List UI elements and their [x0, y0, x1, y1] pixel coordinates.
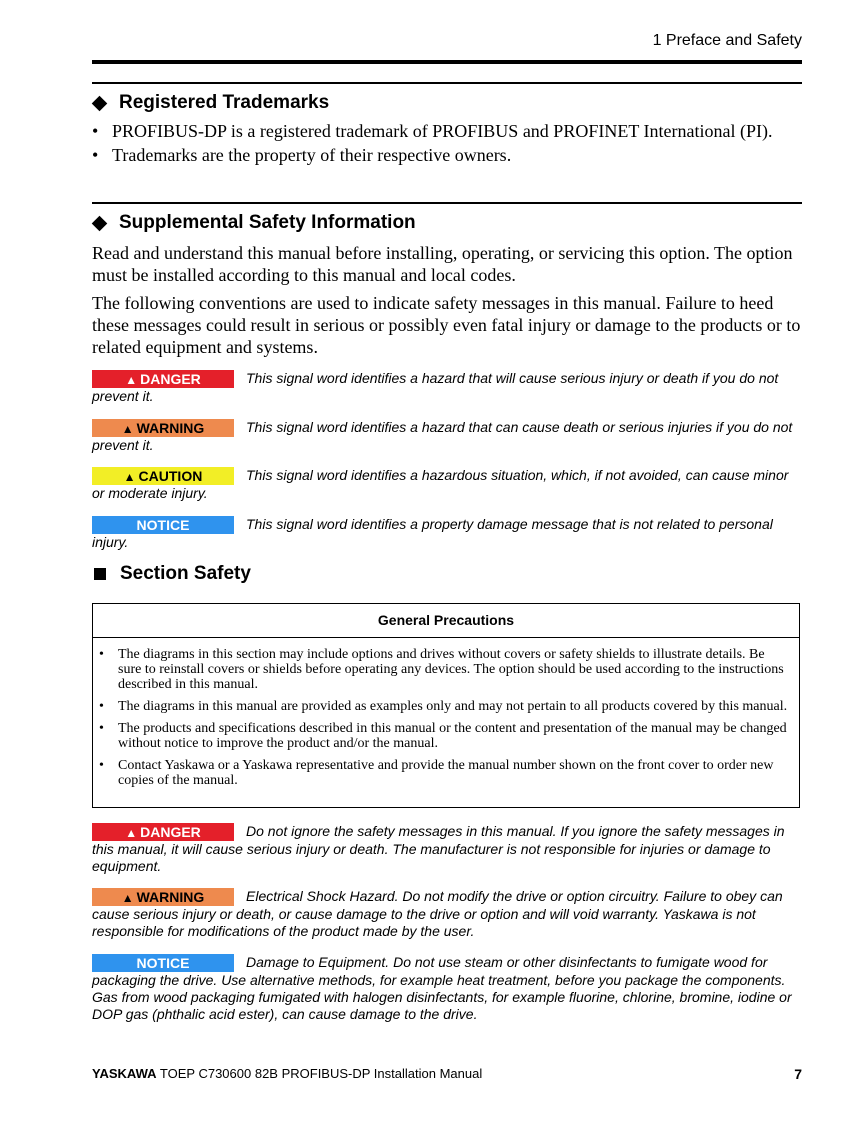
warning-triangle-icon: ▲ — [121, 891, 134, 905]
warning-triangle-icon: ▲ — [125, 373, 138, 387]
safety-message-warning: ▲ WARNING Electrical Shock Hazard. Do not modify the drive or option circuitry. Failure to obey can cause serious injury or death, or cause damage to the drive or option and will void warranty. Yaskawa is not responsible for modifications of the product made by the user. — [92, 888, 783, 939]
footer-title: TOEP C730600 82B PROFIBUS-DP Installation Manual — [156, 1066, 483, 1081]
page-number: 7 — [794, 1066, 802, 1082]
warning-triangle-icon: ▲ — [123, 470, 136, 484]
notice-badge: NOTICE — [92, 516, 234, 534]
general-precautions-list — [93, 638, 799, 788]
general-precautions-title: General Precautions — [93, 604, 799, 638]
section-divider — [92, 202, 802, 204]
signal-definition-caution: ▲ CAUTION This signal word identifies a hazardous situation, which, if not avoided, can cause minor or moderate injury. — [92, 467, 789, 501]
diamond-bullet-icon — [92, 95, 108, 111]
warning-badge: ▲ WARNING — [92, 888, 234, 906]
list-item: • PROFIBUS-DP is a registered trademark of PROFIBUS and PROFINET International (PI). — [92, 121, 797, 142]
caution-badge: ▲ CAUTION — [92, 467, 234, 485]
list-item: • The diagrams in this section may include options and drives without covers or safety shields to illustrate details. Be sure to reinstall covers or shields before operating any devices. The option should be used according to the instructions described in this manual. — [99, 647, 791, 692]
notice-badge: NOTICE — [92, 954, 234, 972]
warning-triangle-icon: ▲ — [121, 422, 134, 436]
list-item: • Trademarks are the property of their respective owners. — [92, 145, 797, 166]
signal-definition-warning: ▲ WARNING This signal word identifies a hazard that can cause death or serious injuries if you do not prevent it. — [92, 419, 793, 453]
square-bullet-icon — [94, 568, 106, 580]
trademarks-heading-text: Registered Trademarks — [119, 92, 330, 113]
section-safety-heading-text: Section Safety — [120, 563, 251, 584]
list-item: • The products and specifications described in this manual or the content and presentation of the manual may be changed without notice to improve the product and/or the manual. — [99, 721, 791, 751]
danger-badge: ▲ DANGER — [92, 823, 234, 841]
warning-badge: ▲ WARNING — [92, 419, 234, 437]
supplemental-paragraph: The following conventions are used to indicate safety messages in this manual. Failure to heed these messages could result in serious or possibly even fatal injury or damage to the products or to related equipment and systems. — [92, 293, 801, 357]
list-item: • Contact Yaskawa or a Yaskawa representative and provide the manual number shown on the front cover to order new copies of the manual. — [99, 758, 791, 788]
signal-definition-notice: NOTICE This signal word identifies a property damage message that is not related to personal injury. — [92, 516, 773, 550]
safety-message-notice: NOTICE Damage to Equipment. Do not use steam or other disinfectants to fumigate wood for packaging the drive. Use alternative methods, for example heat treatment, before you package the components. Gas from wood packaging fumigated with halogen disinfectants, for example fluorine, chlorine, bromine, iodine or DOP gas (phthalic acid ester), can cause damage to the drive. — [92, 954, 792, 1022]
warning-triangle-icon: ▲ — [125, 826, 138, 840]
list-item: • The diagrams in this manual are provided as examples only and may not pertain to all products covered by this manual. — [99, 699, 791, 714]
danger-badge: ▲ DANGER — [92, 370, 234, 388]
footer-brand: YASKAWA — [92, 1066, 157, 1081]
header-rule — [92, 60, 802, 64]
diamond-bullet-icon — [92, 215, 108, 231]
page-footer — [92, 1066, 802, 1081]
running-head: 1 Preface and Safety — [652, 32, 802, 49]
supplemental-heading — [92, 212, 416, 234]
supplemental-heading-text: Supplemental Safety Information — [119, 212, 416, 233]
section-divider — [92, 82, 802, 84]
signal-definition-danger: ▲ DANGER This signal word identifies a hazard that will cause serious injury or death if you do not prevent it. — [92, 370, 779, 404]
safety-message-danger: ▲ DANGER Do not ignore the safety messages in this manual. If you ignore the safety messages in this manual, it will cause serious injury or death. The manufacturer is not responsible for injuries or damage to equipment. — [92, 823, 785, 874]
section-safety-heading — [92, 563, 251, 585]
trademarks-heading — [92, 92, 329, 114]
trademarks-list — [92, 121, 797, 169]
supplemental-paragraph: Read and understand this manual before installing, operating, or servicing this option. The option must be installed according to this manual and local codes. — [92, 243, 793, 285]
general-precautions-box — [92, 603, 800, 808]
